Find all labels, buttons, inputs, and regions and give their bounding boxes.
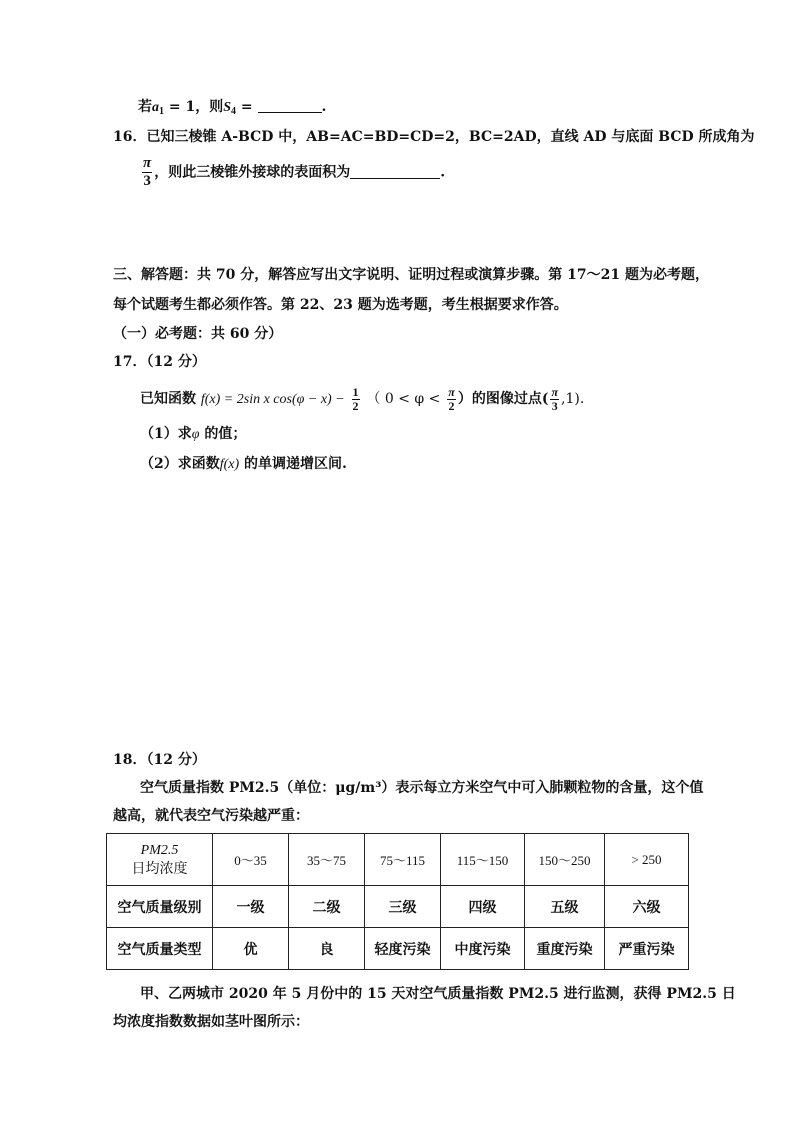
pi-over-2-fraction: $\frac{\pi}{2}$ [448,384,455,413]
answer-blank-16[interactable] [350,164,440,179]
q15-tail: 若$a_1 = 1$，则$S_4$ = . [138,99,327,117]
range-cell: 0～35 [213,834,289,886]
q17-header: 17．（12 分） [113,354,206,370]
q18-outro-line1: 甲、乙两城市 2020 年 5 月份中的 15 天对空气质量指数 PM2.5 进行监测，获得 PM2.5 日 [140,986,736,1002]
level-cell: 四级 [441,886,525,928]
q18-header: 18．（12 分） [113,752,206,768]
type-cell: 中度污染 [441,928,525,970]
q17-sub1: （1）求φ 的值； [140,426,247,442]
q16-line1: 16．已知三棱锥 A-BCD 中，AB=AC=BD=CD=2，BC=2AD，直线 AD 与底面 BCD 所成角为 [113,129,755,145]
function-expression: f(x) = 2sin x cos(φ − x) − [200,392,345,407]
q18-outro-line2: 均浓度指数数据如茎叶图所示： [113,1014,309,1030]
table-row-levels [107,886,689,928]
q16-line2: $\frac{\pi}{3}$ ，则此三棱锥外接球的表面积为 . [143,155,446,189]
pm25-level-table [106,833,689,970]
q18-intro-line2: 越高，就代表空气污染越严重： [113,808,309,824]
section3-subheading: （一）必考题：共 60 分） [113,326,283,342]
range-cell: 150～250 [525,834,605,886]
level-cell: 一级 [213,886,289,928]
q18-intro-line1: 空气质量指数 PM2.5（单位：μg/m³）表示每立方米空气中可入肺颗粒物的含量，这个值 [140,780,704,796]
level-cell: 三级 [365,886,441,928]
range-cell: 35～75 [289,834,365,886]
range-cell: 75～115 [365,834,441,886]
range-cell: > 250 [605,834,689,886]
table-header-cell: PM2.5 日均浓度 [107,834,213,886]
q17-statement: 已知函数 f(x) = 2sin x cos(φ − x) − $\frac{1}{2}$ （ 0 < φ < $\frac{\pi}{2}$ ）的图像过点( $\frac{\pi}{3}$ ,1). [140,384,585,413]
section3-line2: 每个试题考生都必须作答。第 22、23 题为选考题，考生根据要求作答。 [113,297,568,313]
table-row-types [107,928,689,970]
level-cell: 二级 [289,886,365,928]
level-cell: 五级 [525,886,605,928]
section3-line1: 三、解答题：共 70 分，解答应写出文字说明、证明过程或演算步骤。第 17～21 题为必考题， [113,267,709,283]
s4-term: $S_4$ [223,100,237,117]
answer-blank-15[interactable] [258,98,322,113]
range-cell: 115～150 [441,834,525,886]
type-cell: 良 [289,928,365,970]
type-cell: 严重污染 [605,928,689,970]
type-cell: 优 [213,928,289,970]
level-label-cell: 空气质量级别 [107,886,213,928]
a1-term: $a_1$ [152,100,164,117]
type-cell: 轻度污染 [365,928,441,970]
q17-sub2: （2）求函数f(x) 的单调递增区间. [140,456,347,472]
level-cell: 六级 [605,886,689,928]
one-half-fraction: $\frac{1}{2}$ [352,384,359,413]
type-label-cell: 空气质量类型 [107,928,213,970]
pi-over-3-fraction: $\frac{\pi}{3}$ [143,155,152,189]
table-row-ranges [107,834,689,886]
pi-over-3-point-fraction: $\frac{\pi}{3}$ [551,384,559,413]
type-cell: 重度污染 [525,928,605,970]
